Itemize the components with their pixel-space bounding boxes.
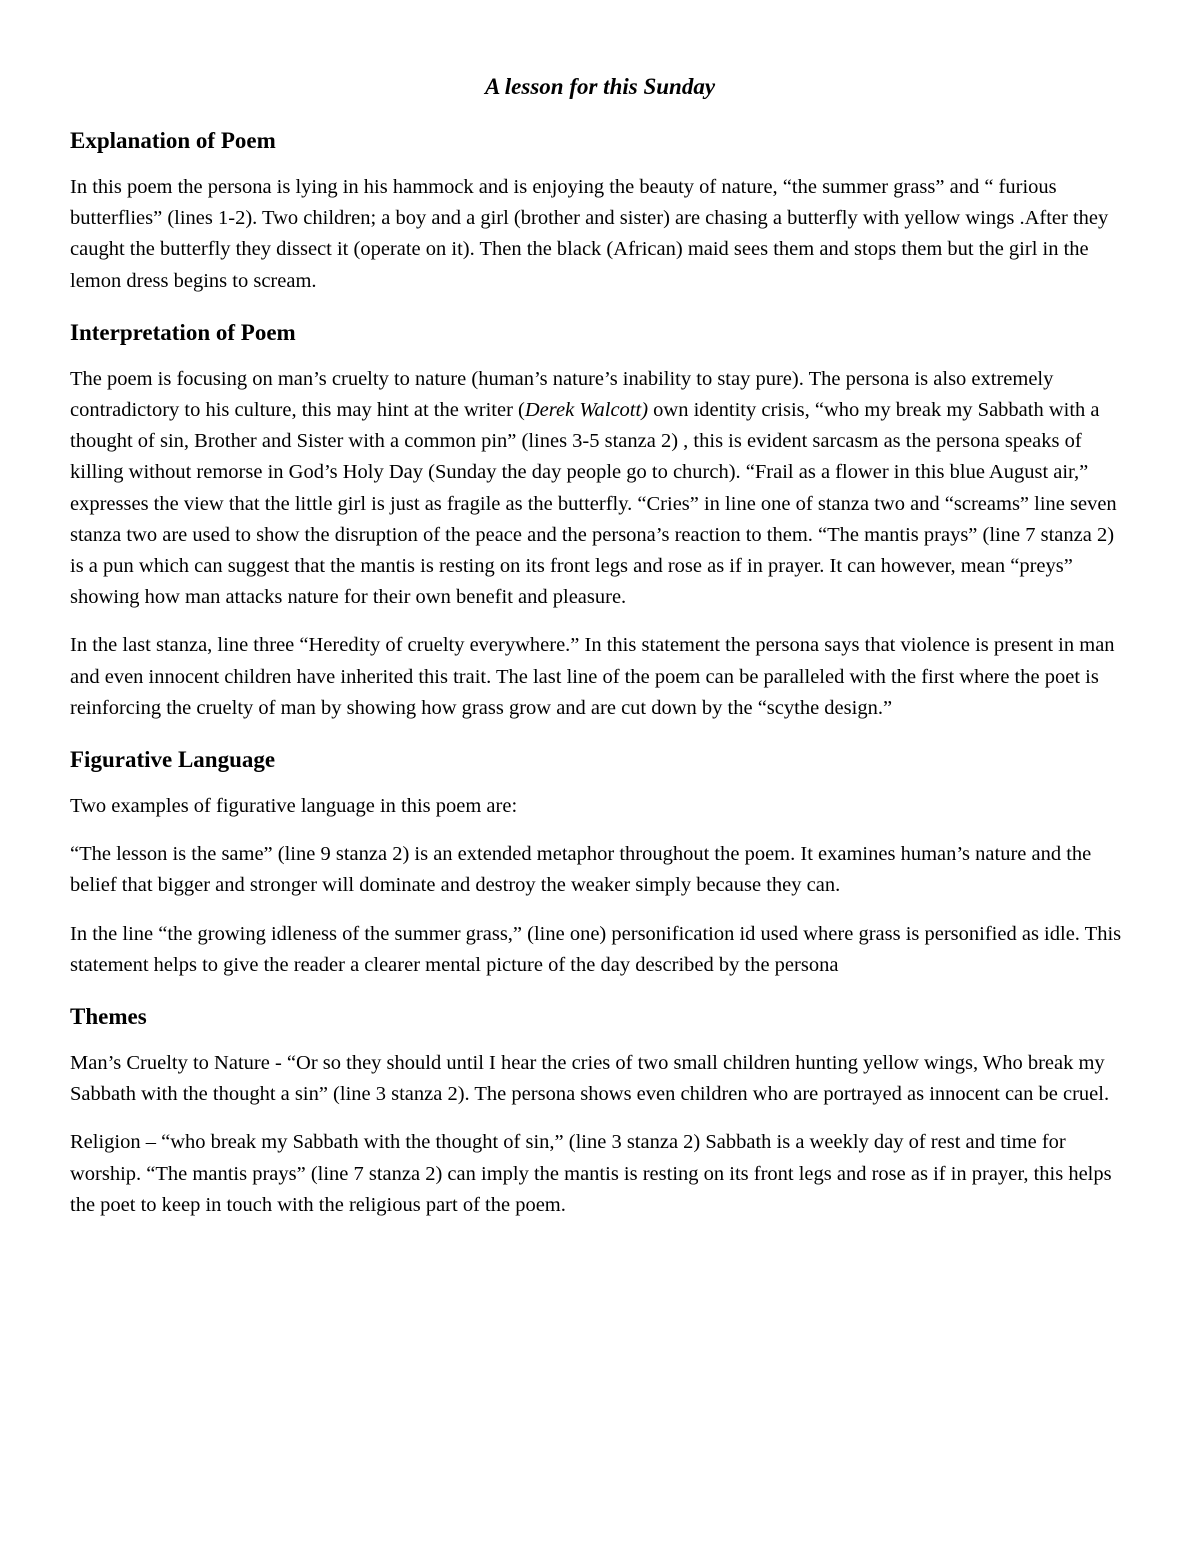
interpretation-paragraph-1	[70, 364, 1130, 614]
interpretation-paragraph-2: In the last stanza, line three “Heredity of cruelty everywhere.” In this statement the persona says that violence is present in man and even innocent children have inherited this trait. The last line of the poem can be paralleled with the first where the poet is reinforcing the cruelty of man by showing how grass grow and are cut down by the “scythe design.”	[70, 634, 1115, 719]
figurative-paragraph-3: In the line “the growing idleness of the summer grass,” (line one) personification id used where grass is personified as idle. This statement helps to give the reader a clearer mental picture of the day described by the persona	[70, 922, 1122, 976]
section-heading-explanation: Explanation of Poem	[70, 128, 276, 153]
themes-paragraph-1: Man’s Cruelty to Nature - “Or so they should until I hear the cries of two small children hunting yellow wings, Who break my Sabbath with the thought a sin” (line 3 stanza 2). The persona shows even children who are portrayed as innocent can be cruel.	[70, 1052, 1110, 1106]
interpretation-text-after-author: own identity crisis, “who my break my Sabbath with a thought of sin, Brother and Sister with a common pin” (lines 3-5 stanza 2) , this is evident sarcasm as the persona speaks of killing without remorse in God’s Holy Day (Sunday the day people go to church). “Frail as a flower in this blue August air,” expresses the view that the little girl is just as fragile as the butterfly. “Cries” in line one of stanza two and “screams” line seven stanza two are used to show the disruption of the peace and the persona’s reaction to them. “The mantis prays” (line 7 stanza 2) is a pun which can suggest that the mantis is resting on its front legs and rose as if in prayer. It can however, mean “preys” showing how man attacks nature for their own benefit and pleasure.	[70, 399, 1117, 609]
figurative-paragraph-2: “The lesson is the same” (line 9 stanza 2) is an extended metaphor throughout the poem. It examines human’s nature and the belief that bigger and stronger will dominate and destroy the weaker simply because they can.	[70, 843, 1092, 897]
document-title: A lesson for this Sunday	[484, 74, 716, 99]
themes-paragraph-2: Religion – “who break my Sabbath with the thought of sin,” (line 3 stanza 2) Sabbath is a weekly day of rest and time for worship. “The mantis prays” (line 7 stanza 2) can imply the mantis is resting on its front legs and rose as if in prayer, this helps the poet to keep in touch with the religious part of the poem.	[70, 1131, 1112, 1216]
section-interpretation	[70, 316, 1130, 724]
section-heading-figurative-language: Figurative Language	[70, 747, 276, 773]
author-name: Derek Walcott)	[524, 399, 649, 422]
section-figurative-language	[70, 743, 1130, 981]
figurative-paragraph-1: Two examples of figurative language in this poem are:	[70, 795, 518, 818]
section-explanation	[70, 124, 1130, 297]
section-heading-themes: Themes	[70, 1004, 147, 1030]
explanation-paragraph: In this poem the persona is lying in his hammock and is enjoying the beauty of nature, “the summer grass” and “ furious butterflies” (lines 1-2). Two children; a boy and a girl (brother and sister) are chasing a butterfly with yellow wings .After they caught the butterfly they dissect it (operate on it). Then the black (African) maid sees them and stops them but the girl in the lemon dress begins to scream.	[70, 176, 1109, 292]
document-page	[70, 70, 1130, 1238]
section-heading-interpretation: Interpretation of Poem	[70, 319, 296, 345]
section-themes	[70, 1000, 1130, 1221]
interpretation-text-before-author: The poem is focusing on man’s cruelty to nature (human’s nature’s inability to stay pure). The persona is also extremely contradictory to his culture, this may hint at the writer (	[70, 367, 1054, 422]
